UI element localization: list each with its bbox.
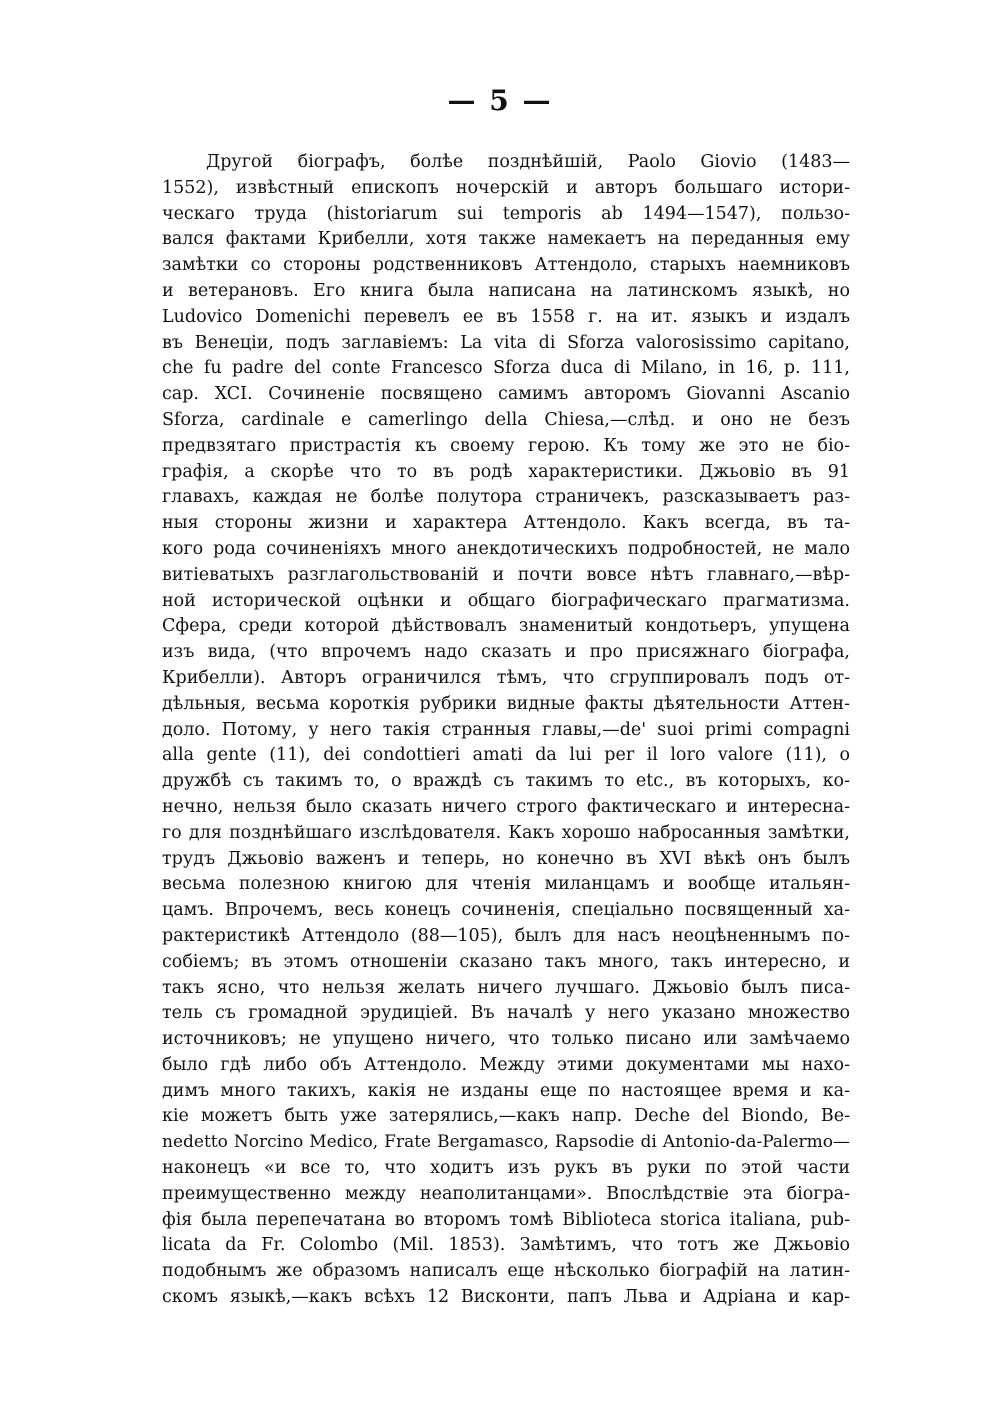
text-line: Крибелли). Авторъ ограничился тѣмъ, что сгруппировалъ подъ от- xyxy=(162,667,850,688)
text-line: cap. XCI. Сочиненіе посвящено самимъ авторомъ Giovanni Ascanio xyxy=(162,384,850,405)
text-line: ныя стороны жизни и характера Аттендоло. Какъ всегда, въ та- xyxy=(162,513,850,534)
text-line: и ветерановъ. Его книга была написана на латинскомъ языкѣ, но xyxy=(162,280,850,301)
text-line: замѣтки со стороны родственниковъ Аттендоло, старыхъ наемниковъ xyxy=(162,255,850,276)
text-line: alla gente (11), dei condottieri amati da lui per il loro valore (11), o xyxy=(162,745,850,766)
text-line: кіе можетъ быть уже затерялись,—какъ напр. Deche del Biondo, Be- xyxy=(162,1106,850,1127)
text-line: цамъ. Впрочемъ, весь конецъ сочиненія, спеціально посвященный ха- xyxy=(162,900,850,921)
text-line: фія была перепечатана во второмъ томѣ Biblioteca storica italiana, pub- xyxy=(162,1209,850,1230)
text-line: графія, а скорѣе что то въ родѣ характеристики. Джьовіо въ 91 xyxy=(162,461,850,482)
text-line: было гдѣ либо объ Аттендоло. Между этими документами мы нахо- xyxy=(162,1054,850,1075)
text-line: кого рода сочиненіяхъ много анекдотическихъ подробностей, не мало xyxy=(162,538,850,559)
text-line: въ Венеціи, подъ заглавіемъ: La vita di Sforza valorosissimo capitano, xyxy=(162,332,850,353)
text-line: Сфера, среди которой дѣйствовалъ знаменитый кондотьеръ, упущена xyxy=(162,616,850,637)
text-line: тель съ громадной эрудиціей. Въ началѣ у него указано множество xyxy=(162,1003,850,1024)
text-line: Другой біографъ, болѣе позднѣйшій, Paolo Giovio (1483— xyxy=(206,152,850,172)
text-line: Sforza, cardinale e camerlingo della Chiesa,—слѣд. и оно не безъ xyxy=(162,409,850,430)
text-line: витіеватыхъ разглагольствованій и почти вовсе нѣтъ главнаго,—вѣр- xyxy=(162,564,850,585)
text-line: предвзятаго пристрастія къ своему герою. Къ тому же это не біо- xyxy=(162,435,850,456)
text-line: che fu padre del conte Francesco Sforza duca di Milano, in 16, p. 111, xyxy=(162,358,850,379)
text-line: вался фактами Крибелли, хотя также намекаетъ на переданныя ему xyxy=(162,229,850,250)
body-text xyxy=(162,150,850,1311)
text-line: источниковъ; не упущено ничего, что только писано или замѣчаемо xyxy=(162,1029,850,1050)
text-line: ной исторической оцѣнки и общаго біографическаго прагматизма. xyxy=(162,590,850,611)
text-line: трудъ Джьовіо важенъ и теперь, но конечно въ XVI вѣкѣ онъ былъ xyxy=(162,848,850,869)
text-line: го для позднѣйшаго изслѣдователя. Какъ хорошо набросанныя замѣтки, xyxy=(162,822,850,843)
text-line: такъ ясно, что нельзя желать ничего лучшаго. Джьовіо былъ писа- xyxy=(162,977,850,998)
text-line: собіемъ; въ этомъ отношеніи сказано такъ много, такъ интересно, и xyxy=(162,951,850,972)
text-line: nedetto Norcino Medico, Frate Bergamasco, Rapsodie di Antonio-da-Palermo— xyxy=(162,1132,850,1153)
text-line: дѣльныя, весьма короткія рубрики видные факты дѣятельности Аттен- xyxy=(162,693,850,714)
text-line: преимущественно между неаполитанцами». Впослѣдствіе эта біогра- xyxy=(162,1183,850,1204)
text-line: рактеристикѣ Аттендоло (88—105), былъ для насъ неоцѣненнымъ по- xyxy=(162,925,850,946)
text-line: Ludovico Domenichi перевелъ ее въ 1558 г. на ит. языкъ и издалъ xyxy=(162,306,850,327)
text-line: изъ вида, (что впрочемъ надо сказать и про присяжнаго біографа, xyxy=(162,642,850,663)
text-line: дружбѣ съ такимъ то, о враждѣ съ такимъ то etc., въ которыхъ, ко- xyxy=(162,771,850,792)
page-number: — 5 — xyxy=(447,84,553,117)
text-line: нечно, нельзя было сказать ничего строго фактическаго и интересна- xyxy=(162,796,850,817)
text-line: главахъ, каждая не болѣе полутора страничекъ, разсказываетъ раз- xyxy=(162,487,850,508)
text-line: димъ много такихъ, какія не изданы еще по настоящее время и ка- xyxy=(162,1080,850,1101)
text-line: наконецъ «и все то, что ходитъ изъ рукъ въ руки по этой части xyxy=(162,1158,850,1179)
text-line: licata da Fr. Colombo (Mil. 1853). Замѣтимъ, что тотъ же Джьовіо xyxy=(162,1235,850,1256)
text-line: доло. Потому, у него такія странныя главы,—de' suoi primi compagni xyxy=(162,719,850,740)
text-line: 1552), извѣстный епископъ ночерскій и авторъ большаго истори- xyxy=(162,177,850,198)
text-line: подобнымъ же образомъ написалъ еще нѣсколько біографій на латин- xyxy=(162,1261,850,1282)
text-line: ческаго труда (historiarum sui temporis ab 1494—1547), пользо- xyxy=(162,203,850,224)
text-line: весьма полезною книгою для чтенія миланцамъ и вообще итальян- xyxy=(162,874,850,895)
text-line: скомъ языкѣ,—какъ всѣхъ 12 Висконти, папъ Льва и Адріана и кар- xyxy=(162,1287,850,1308)
